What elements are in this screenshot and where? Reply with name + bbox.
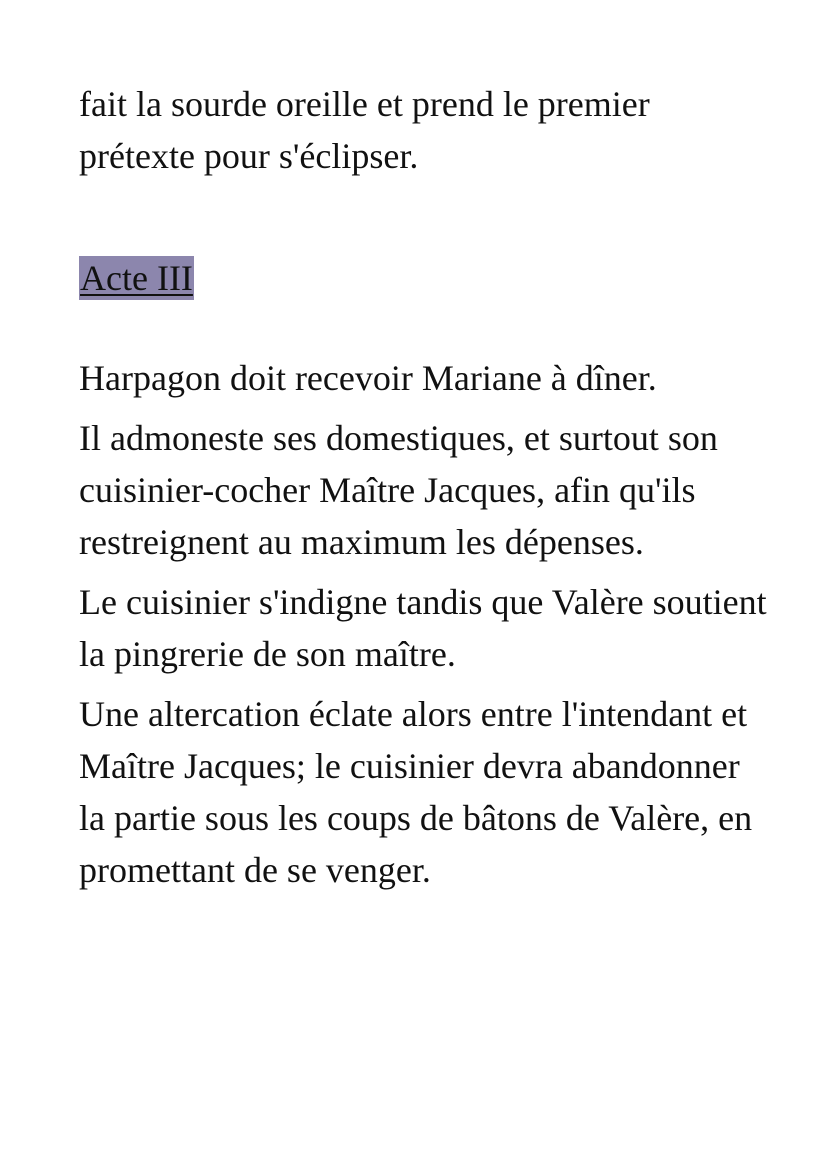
summary-paragraph-1: Harpagon doit recevoir Mariane à dîner. [79,358,657,398]
act-heading-container [79,252,769,304]
act-heading-link[interactable]: Acte III [80,258,193,298]
intro-paragraph: fait la sourde oreille et prend le premier prétexte pour s'éclipser. [79,84,650,176]
summary-paragraph-2: Il admoneste ses domestiques, et surtout son cuisinier-cocher Maître Jacques, afin qu'ils restreignent au maximum les dépenses. [79,418,718,562]
summary-paragraph-4: Une altercation éclate alors entre l'intendant et Maître Jacques; le cuisinier devra abandonner la partie sous les coups de bâtons de Valère, en promettant de se venger. [79,694,753,890]
document-body [79,78,769,904]
summary-paragraph-3: Le cuisinier s'indigne tandis que Valère soutient la pingrerie de son maître. [79,582,767,674]
